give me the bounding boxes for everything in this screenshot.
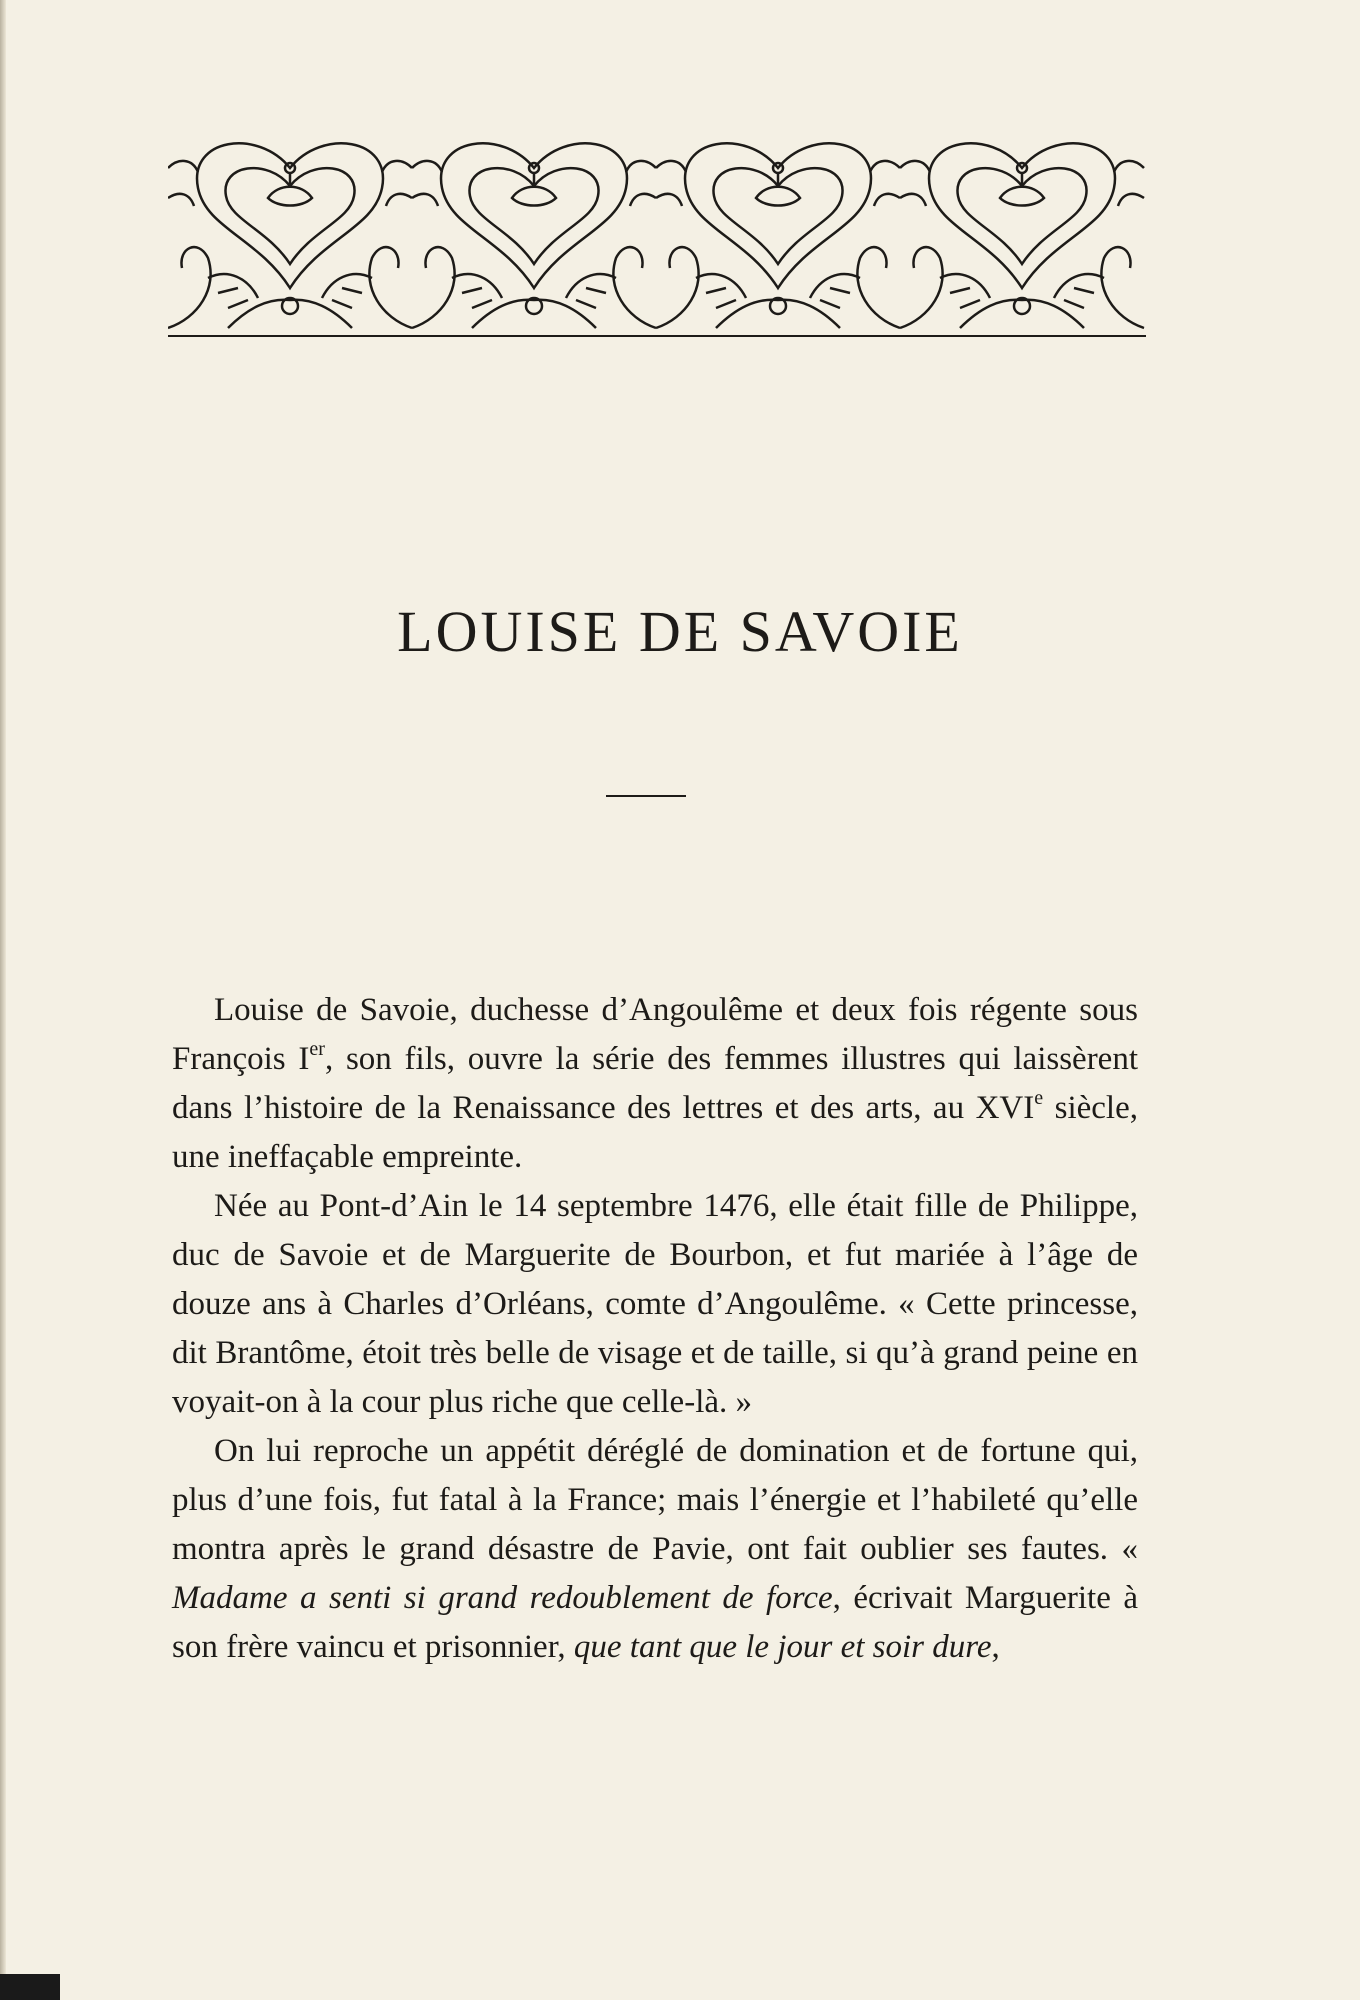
ornament-motif-3 — [656, 143, 900, 328]
superscript-er: er — [309, 1038, 325, 1060]
paragraph-3-italic-quote-1: Madame a senti si grand redoublement de force — [172, 1580, 833, 1616]
ornament-motif-2 — [412, 143, 656, 328]
paragraph-3 — [172, 1427, 1138, 1672]
floral-headpiece-ornament — [168, 128, 1146, 338]
paragraph-3-text-a: On lui reproche un appétit déréglé de domination et de fortune qui, plus d’une fois, fut fatal à la France; mais l’énergie et l’habileté qu’elle montra après le grand désastre de Pavie, ont fait oublier ses fautes. « — [172, 1433, 1138, 1567]
ornament-motif-4 — [900, 143, 1144, 328]
paragraph-2: Née au Pont-d’Ain le 14 septembre 1476, elle était fille de Philippe, duc de Savoie et de Marguerite de Bourbon, et fut mariée à l’âge de douze ans à Charles d’Orléans, comte d’Angoulême. « Cette princesse, dit Brantôme, étoit très belle de visage et de taille, si qu’à grand peine en voyait-on à la cour plus riche que celle-là. » — [172, 1188, 1138, 1420]
ornament-motif-1 — [168, 143, 412, 328]
paragraph-1-text-b: , son fils, ouvre la série des femmes illustres qui laissèrent dans l’histoire de la Renaissance des lettres et des arts, au XVI — [172, 1041, 1139, 1126]
chapter-title: LOUISE DE SAVOIE — [397, 599, 963, 664]
paragraph-1 — [172, 986, 1138, 1182]
page-corner-edge — [0, 1974, 60, 2000]
page-binding-edge — [0, 0, 6, 2000]
paragraph-3-text-c: , — [991, 1629, 1000, 1665]
superscript-e: e — [1034, 1087, 1044, 1109]
paragraph-1-text-a: Louise de Savoie, duchesse d’Angoulême et deux fois régente sous François I — [172, 992, 1138, 1077]
paragraph-3-text-b: , écrivait Marguerite à son frère vaincu et prisonnier, — [172, 1580, 1138, 1665]
paragraph-1-text-c: siècle, une ineffaçable empreinte. — [172, 1090, 1138, 1175]
chapter-body — [172, 986, 1138, 1672]
paragraph-3-italic-quote-2: que tant que le jour et soir dure — [573, 1629, 992, 1665]
title-rule-divider — [606, 795, 686, 797]
